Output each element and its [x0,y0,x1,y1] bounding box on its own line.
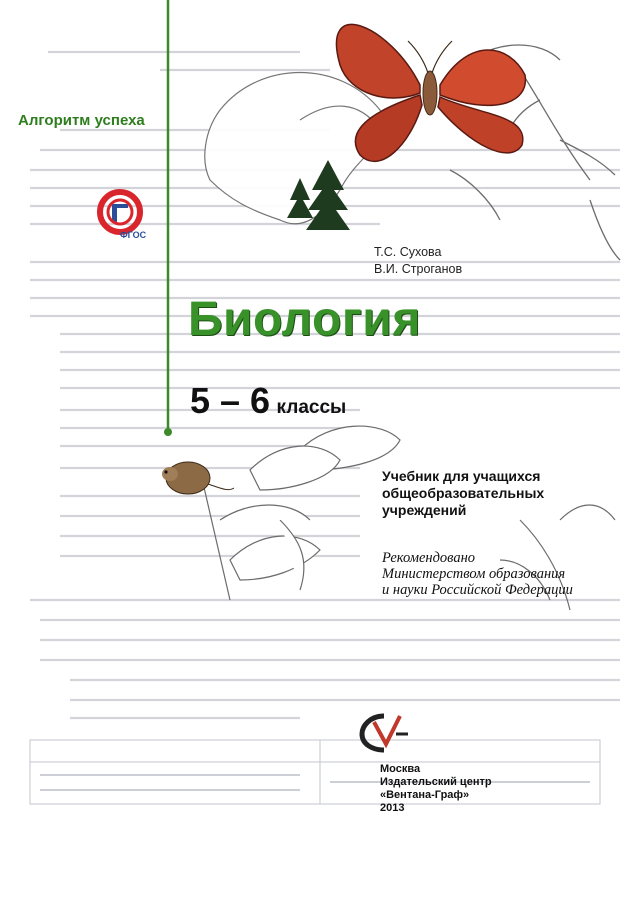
sketch-plant-middle [200,426,400,600]
recommendation-line-1: Рекомендовано [382,550,476,566]
ghost-table [30,740,600,804]
author-1: Т.С. Сухова [374,245,442,259]
grade-range [190,380,346,422]
subtitle-line-3: учреждений [382,502,467,518]
series-title: Алгоритм успеха [18,112,145,129]
authors [374,244,462,278]
subtitle-line-2: общеобразовательных [382,485,545,501]
small-animal [162,462,234,494]
publisher-name-1: Издательский центр [380,776,492,788]
publisher-info [380,763,492,815]
fgos-label: ФГОС [120,230,147,240]
publisher-year: 2013 [380,802,405,814]
recommendation-line-3: и науки Российской Федерации [382,582,573,598]
publisher-city: Москва [380,763,421,775]
book-title: Биология [188,293,421,346]
recommendation [382,550,622,598]
grade-number: 5 – 6 [190,380,271,421]
book-subtitle [382,468,612,519]
author-2: В.И. Строганов [374,262,463,276]
grade-word: классы [276,397,347,418]
recommendation-line-2: Министерством образования [382,566,566,582]
subtitle-line-1: Учебник для учащихся [382,468,541,484]
butterfly [336,25,525,162]
publisher-name-2: «Вентана-Граф» [380,789,470,801]
publisher-logo [356,710,412,754]
